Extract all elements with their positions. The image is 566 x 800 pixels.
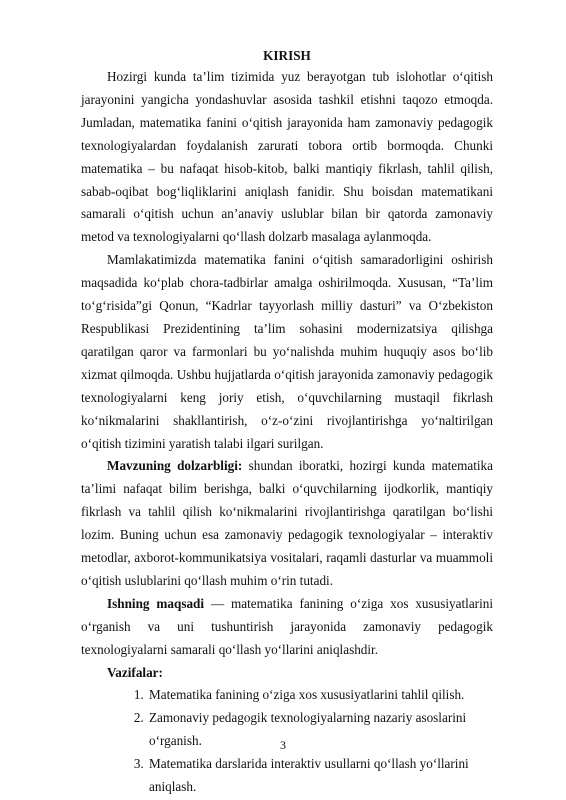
- section-heading: KIRISH: [263, 48, 311, 63]
- relevance-text: shundan iboratki, hozirgi kunda matematika ta’limi nafaqat bilim berishga, balki o‘quvchilarning ijodkorlik, mantiqiy fikrlash va tahlil qilish ko‘nikmalarini rivojlantirishga qaratilgan bo‘lishi lozim. Buning uchun esa zamonaviy pedagogik texnologiyalar – interaktiv metodlar, axborot-kommunikatsiya vositalari, raqamli dasturlar va muammoli o‘qitish uslublarini qo‘llash muhim o‘rin tutadi.: [81, 458, 493, 588]
- task-item: 1. Matematika fanining o‘ziga xos xususiyatlarini tahlil qilish.: [147, 684, 493, 707]
- paragraph-intro: Hozirgi kunda ta’lim tizimida yuz berayotgan tub islohotlar o‘qitish jarayonini yangicha yondashuvlar asosida tashkil etishni taqozo etmoqda. Jumladan, matematika fanini o‘qitish jarayonida ham zamonaviy pedagogik texnologiyalardan foydalanish zarurati tobora ortib bormoqda. Chunki matematika – bu nafaqat hisob-kitob, balki mantiqiy fikrlash, tahlil qilish, sabab-oqibat bog‘liqliklarini aniqlash fanidir. Shu boisdan matematikani samarali o‘qitish uchun an’anaviy uslublar bilan bir qatorda zamonaviy metod va texnologiyalarni qo‘llash dolzarb masalaga aylanmoqda.: [81, 69, 493, 245]
- task-item: 2. Zamonaviy pedagogik texnologiyalarning nazariy asoslarini o‘rganish.: [147, 707, 493, 753]
- task-item: 3. Matematika darslarida interaktiv usullarni qo‘llash yo‘llarini aniqlash.: [147, 753, 493, 799]
- goal-label: Ishning maqsadi: [107, 595, 205, 611]
- relevance-label: Mavzuning dolzarbligi:: [107, 458, 243, 474]
- document-body: [81, 48, 493, 799]
- tasks-label: Vazifalar:: [107, 664, 163, 680]
- paragraph-relevance: [81, 455, 493, 592]
- goal-text: — matematika fanining o‘ziga xos xususiyatlarini o‘rganish va uni tushuntirish jarayonida zamonaviy pedagogik texnologiyalarni samarali qo‘llash yo‘llarini aniqlashdir.: [81, 595, 493, 657]
- paragraph-legal-basis: Mamlakatimizda matematika fanini o‘qitish samaradorligini oshirish maqsadida ko‘plab chora-tadbirlar amalga oshirilmoqda. Xususan, “Ta’lim to‘g‘risida”gi Qonun, “Kadrlar tayyorlash milliy dasturi” va O‘zbekiston Respublikasi Prezidentining ta’lim sohasini modernizatsiya qilishga qaratilgan qaror va farmonlari bu yo‘nalishda muhim huquqiy asos bo‘lib xizmat qilmoqda. Ushbu hujjatlarda o‘qitish jarayonida zamonaviy pedagogik texnologiyalarni keng joriy etish, o‘quvchilarning mustaqil fikrlash ko‘nikmalarini shakllantirish, o‘z-o‘zini rivojlantirishga yo‘naltirilgan o‘qitish tizimini yaratish talabi ilgari surilgan.: [81, 252, 493, 451]
- paragraph-goal: [81, 593, 493, 662]
- page-number: 3: [280, 738, 286, 752]
